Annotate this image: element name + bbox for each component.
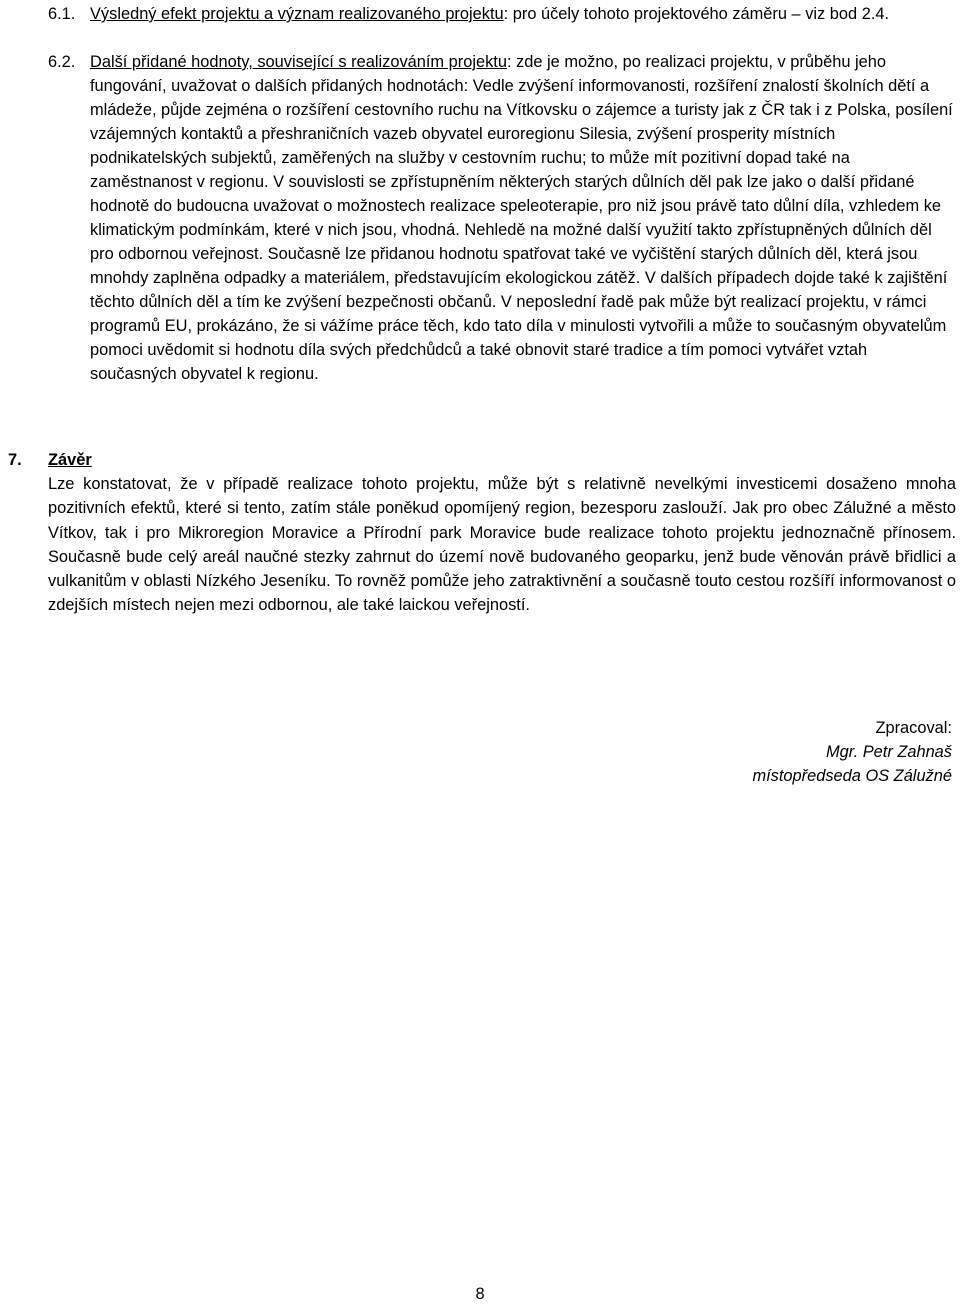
section-heading: Závěr (48, 451, 92, 469)
signature-block (752, 716, 952, 788)
subsection-6-2 (48, 50, 953, 386)
signature-label: Zpracoval: (875, 719, 952, 737)
subsection-6-1 (48, 2, 953, 26)
section-conclusion (4, 448, 956, 617)
subsection-title: Výsledný efekt projektu a význam realizovaného projektu (90, 5, 504, 23)
signature-role: místopředseda OS Zálužné (752, 767, 952, 785)
subsection-body (90, 50, 953, 386)
subsection-text: : zde je možno, po realizaci projektu, v průběhu jeho fungování, uvažovat o dalších přidaných hodnotách: Vedle zvýšení informovanosti, rozšíření znalostí školních dětí a mládeže, půjde zejména o rozšíření cestovního ruchu na Vítkovsku o zájemce a turisty jak z ČR tak i z Polska, posílení vzájemných kontaktů a přeshraničních vazeb obyvatel euroregionu Silesia, zvýšení prosperity místních podnikatelských subjektů, zaměřených na služby v cestovním ruchu; to může mít pozitivní dopad také na zaměstnanost v regionu. V souvislosti se zpřístupněním některých starých důlních děl pak lze jako o další přidané hodnotě do budoucna uvažovat o možnostech realizace speleoterapie, pro niž jsou právě tato důlní díla, vzhledem ke klimatickým podmínkám, které v nich jsou, vhodná. Nehledě na možné další využití takto zpřístupněných důlních děl pro odbornou veřejnost. Současně lze přidanou hodnotu spatřovat také ve vyčištění starých důlních děl, která jsou mnohdy zaplněna odpadky a materiálem, představujícím ekologickou zátěž. V dalších případech dojde také k zajištění těchto důlních děl a tím ke zvýšení bezpečnosti občanů. V neposlední řadě pak může být realizací projektu, v rámci programů EU, prokázáno, že si vážíme práce těch, kdo tato díla v minulosti vytvořili a může to současným obyvatelům pomoci uvědomit si hodnotu díla svých předchůdců a také obnovit staré tradice a tím pomoci vytvářet vztah současných obyvatel k regionu. (90, 53, 953, 383)
subsection-number: 6.2. (48, 53, 76, 71)
subsection-number: 6.1. (48, 5, 76, 23)
page-number: 8 (475, 1285, 485, 1303)
subsection-title: Další přidané hodnoty, související s realizováním projektu (90, 53, 507, 71)
signature-name: Mgr. Petr Zahnaš (825, 743, 952, 761)
section-number: 7. (8, 451, 22, 469)
subsection-text: : pro účely tohoto projektového záměru – viz bod 2.4. (503, 5, 890, 23)
subsection-body (90, 2, 953, 26)
section-paragraph: Lze konstatovat, že v případě realizace tohoto projektu, může být s relativně nevelkými investicemi dosaženo mnoha pozitivních efektů, které si tento, zatím stále poněkud opomíjený region, bezesporu zaslouží. Jak pro obec Zálužné a město Vítkov, tak i pro Mikroregion Moravice a Přírodní park Moravice bude realizace tohoto projektu jednoznačně přínosem. Současně bude celý areál naučné stezky zahrnut do území nově budovaného geoparku, jenž bude věnován právě břidlici a vulkanitům v oblasti Nízkého Jeseníku. To rovněž pomůže jeho zatraktivnění a současně touto cestou rozšíří informovanost o zdejších místech nejen mezi odbornou, ale také laickou veřejností. (48, 475, 956, 615)
